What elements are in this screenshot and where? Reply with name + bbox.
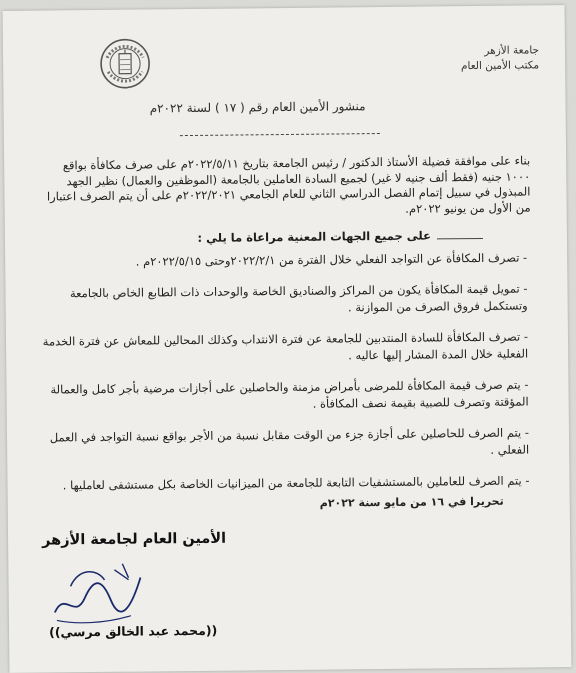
issue-date: تحريرا في ١٦ من مايو سنة ٢٠٢٢م: [319, 494, 504, 510]
document-page: [3, 5, 572, 673]
instruction-item: - تمويل قيمة المكافأة يكون من المراكز والصناديق الخاصة والوحدات ذات الطابع الخاص بالجامعة وتستكمل فروق الصرف من الموازنة .: [69, 281, 528, 315]
university-logo: [99, 37, 152, 90]
divider: [180, 133, 380, 136]
signatory-title: الأمين العام لجامعة الأزهر: [42, 530, 227, 549]
university-name: جامعة الأزهر: [484, 44, 540, 57]
instruction-item: - تصرف المكافأة للسادة المنتدبين للجامعة عن فترة الانتداب وكذلك المحالين للمعاش عن فترة الخدمة الفعلية خلال المدة المشار إليها عاليه .: [42, 329, 529, 363]
letterhead: [461, 43, 539, 74]
instructions-heading: [197, 228, 483, 245]
instructions-list: [39, 249, 530, 508]
instruction-item: - يتم الصرف للعاملين بالمستشفيات التابعة للجامعة من الميزانيات الخاصة بكل مستشفى لعامليها .: [62, 473, 530, 493]
intro-paragraph: بناء على موافقة فضيلة الأستاذ الدكتور / رئيس الجامعة بتاريخ ٢٠٢٢/٥/١١م على صرف مكافأة بواقع ١٠٠٠ جنيه (فقط ألف جنيه لا غير) لجميع السادة العاملين بالجامعة (الموظفين والعمال) نظير الجهد المبذول في سبيل إتمام الفصل الدراسي الثاني للعام الجامعي ٢٠٢٢/٢٠٢١م على أن يتم الصرف اعتبارا من الأول من يونيو ٢٠٢٢م.: [46, 153, 531, 216]
heading-text: على جميع الجهات المعنية مراعاة ما يلي :: [197, 228, 431, 245]
signatory-name: ((محمد عبد الخالق مرسي)): [48, 622, 218, 640]
heading-underline: [437, 238, 483, 239]
instruction-item: - يتم صرف قيمة المكافأة للمرضى بأمراض مزمنة والحاصلين على أجازات مرضية بأجر كامل والعمالة المؤقتة وتصرف للصبية بقيمة نصف المكافأة .: [50, 377, 529, 411]
handwritten-signature: [44, 549, 155, 630]
instruction-item: - تصرف المكافأة عن التواجد الفعلي خلال الفترة من ٢٠٢٢/٢/١وحتى ٢٠٢٢/٥/١٥م .: [135, 250, 528, 269]
instruction-item: - يتم الصرف للحاصلين على أجازة جزء من الوقت مقابل نسبة من الأجر بواقع نسبة التواجد في العمل الفعلي .: [49, 425, 530, 457]
office-name: مكتب الأمين العام: [460, 59, 540, 73]
circular-title: منشور الأمين العام رقم ( ١٧ ) لسنة ٢٠٢٢م: [149, 99, 366, 116]
